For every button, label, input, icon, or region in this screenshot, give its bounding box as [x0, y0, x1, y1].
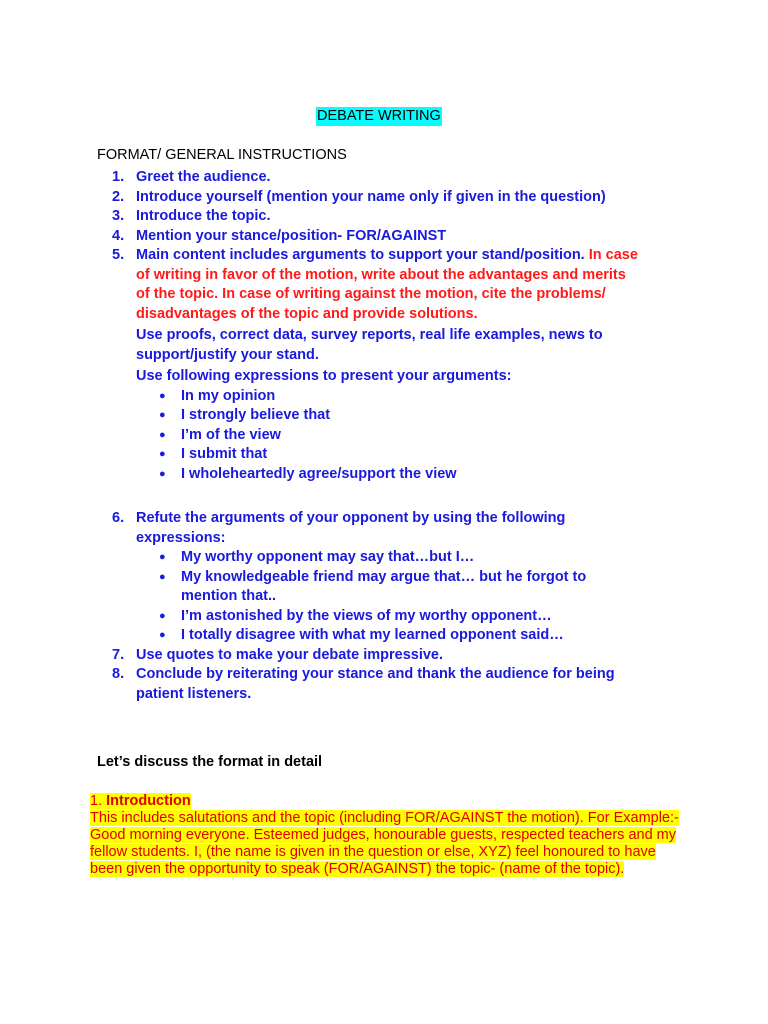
- discuss-heading: Let’s discuss the format in detail: [97, 754, 323, 770]
- item-text: Conclude by reiterating your stance and thank the audience for being patient listeners.: [136, 666, 615, 702]
- item-text: Greet the audience.: [136, 169, 271, 185]
- item-paragraph: Use proofs, correct data, survey reports, real life examples, news to support/justify your stand.: [136, 327, 603, 363]
- item-paragraph: Use following expressions to present your arguments:: [136, 368, 512, 384]
- item-number: 3.: [112, 208, 125, 224]
- list-item: [112, 207, 642, 227]
- refute-expressions-list: [136, 548, 642, 646]
- introduction-number: 1.: [90, 793, 107, 809]
- bullet-icon: ●: [159, 409, 166, 421]
- item-text-blue: Main content includes arguments to support your stand/position.: [136, 247, 585, 263]
- bullet-icon: ●: [159, 448, 166, 460]
- list-item: [112, 227, 642, 247]
- item-text: Introduce yourself (mention your name only if given in the question): [136, 188, 606, 205]
- instructions-list: [112, 168, 642, 704]
- bullet-icon: ●: [159, 389, 166, 402]
- introduction-paragraph: [90, 810, 680, 878]
- bullet-icon: ●: [159, 629, 166, 641]
- bullet-icon: ●: [159, 428, 166, 441]
- bullet-item: ● I strongly believe that: [136, 406, 642, 426]
- bullet-icon: ●: [159, 467, 166, 480]
- item-number: 1.: [112, 169, 125, 185]
- expressions-list: [136, 387, 642, 485]
- list-item: [112, 168, 642, 188]
- item-text: Use quotes to make your debate impressive.: [136, 646, 444, 663]
- bullet-item: ● I’m of the view: [136, 426, 642, 446]
- item-number: 6.: [112, 510, 125, 526]
- item-number: 8.: [112, 666, 125, 682]
- section-heading: FORMAT/ GENERAL INSTRUCTIONS: [97, 147, 347, 163]
- list-item: [112, 646, 642, 666]
- bullet-icon: ●: [159, 570, 166, 583]
- bullet-item: ● My worthy opponent may say that…but I…: [136, 548, 642, 568]
- introduction-text: This includes salutations and the topic (including FOR/AGAINST the motion). For Example:- Good morning everyone. Esteemed judges, honourable guests, respected teachers and my fellow students. I, (the name is given in the question or else, XYZ) feel honoured to have been given the opportunity to speak (FOR/AGAINST) the topic- (name of the topic).: [90, 810, 679, 877]
- item-number: 4.: [112, 227, 125, 244]
- introduction-section: [90, 793, 680, 878]
- item-text-red: In case of writing in favor of the motion, write about the advantages and merits of the topic. In case of writing against the motion, cite the problems/ disadvantages of the topic and provide solutions.: [136, 247, 638, 322]
- spacer: [136, 484, 642, 509]
- bullet-item: ● My knowledgeable friend may argue that… but he forgot to mention that..: [159, 568, 587, 604]
- item-number: 2.: [112, 188, 125, 205]
- introduction-heading: [90, 793, 680, 810]
- item-text: [136, 246, 642, 324]
- page-title: DEBATE WRITING: [317, 108, 441, 124]
- item-number: 7.: [112, 646, 125, 663]
- list-item: [112, 188, 642, 208]
- introduction-title: Introduction: [106, 793, 191, 809]
- list-item: [112, 246, 642, 509]
- item-text: Mention your stance/position- FOR/AGAINST: [136, 227, 447, 244]
- bullet-item: ● I submit that: [136, 445, 642, 465]
- bullet-item: ● I’m astonished by the views of my worthy opponent…: [136, 607, 642, 627]
- item-text: Refute the arguments of your opponent by using the following expressions:: [136, 510, 566, 546]
- item-number: 5.: [112, 247, 125, 263]
- list-item: [112, 665, 642, 704]
- bullet-item: ● I totally disagree with what my learned opponent said…: [136, 626, 642, 646]
- item-text: Introduce the topic.: [136, 208, 271, 224]
- bullet-item: ● In my opinion: [136, 387, 642, 407]
- bullet-item: ● I wholeheartedly agree/support the view: [136, 465, 642, 485]
- bullet-icon: ●: [159, 551, 166, 563]
- list-item: [112, 509, 642, 646]
- bullet-icon: ●: [159, 609, 166, 622]
